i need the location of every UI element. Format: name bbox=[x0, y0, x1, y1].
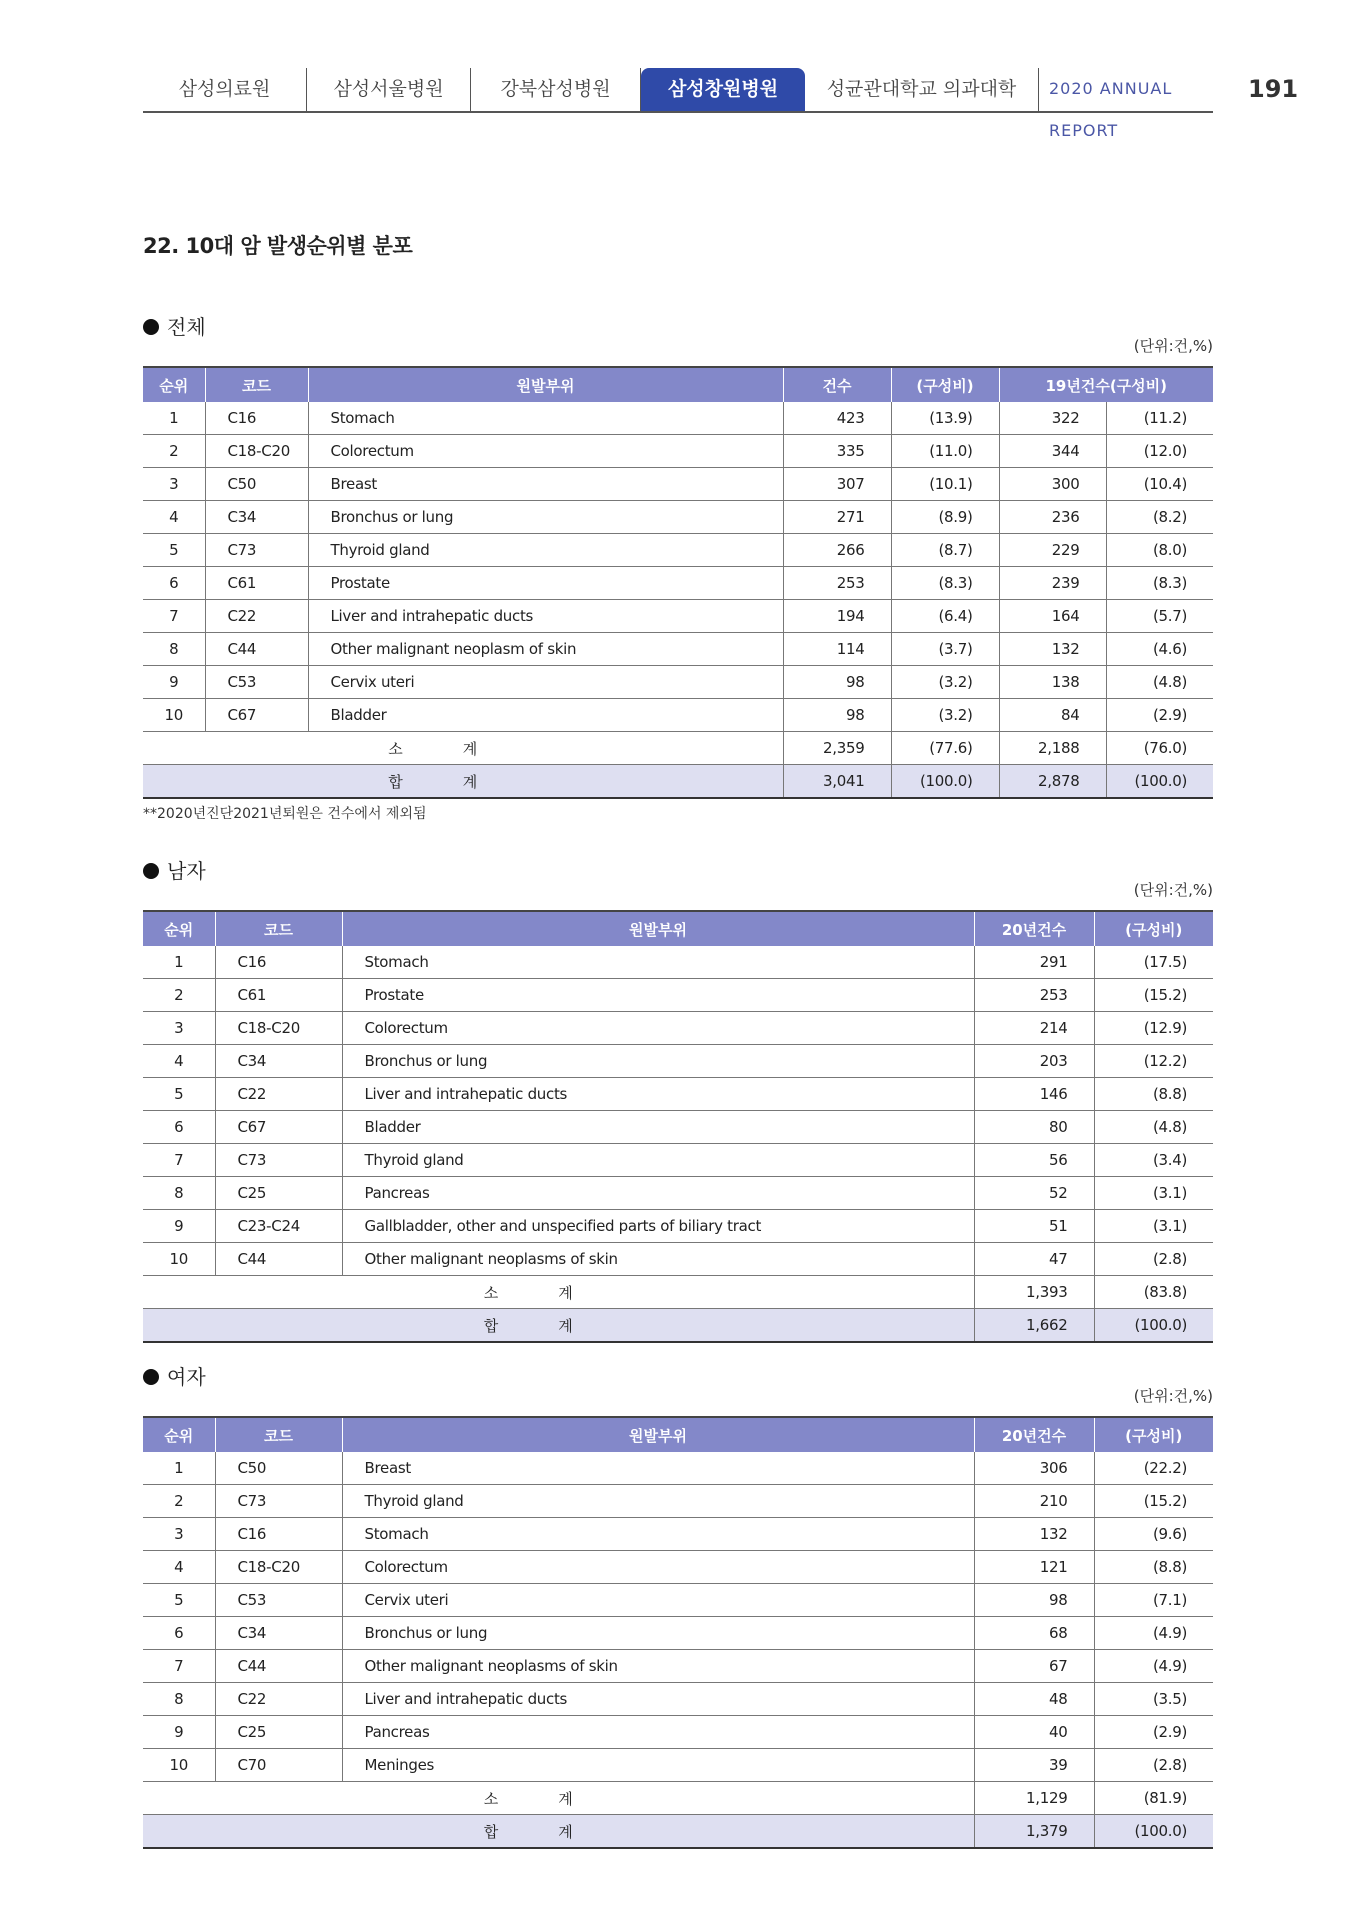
cell-ratio: (8.9) bbox=[891, 501, 999, 534]
bullet-icon bbox=[143, 319, 159, 335]
cell-code: C34 bbox=[205, 501, 308, 534]
tab-seoul-hospital[interactable]: 삼성서울병원 bbox=[307, 68, 471, 112]
subtotal-row-label-text: 소계 bbox=[388, 739, 538, 758]
cell-count: 194 bbox=[783, 600, 891, 633]
col-ratio: (구성비) bbox=[1094, 1417, 1213, 1452]
cell-site: Prostate bbox=[308, 567, 783, 600]
cell-rank: 4 bbox=[143, 501, 205, 534]
subtotal-row bbox=[143, 1782, 1213, 1815]
table-row bbox=[143, 1452, 1213, 1485]
subtotal-row-label bbox=[143, 1276, 974, 1309]
cell-code: C34 bbox=[215, 1617, 342, 1650]
cell-code: C23-C24 bbox=[215, 1210, 342, 1243]
cell-rank: 5 bbox=[143, 534, 205, 567]
cell-prev-ratio: (12.0) bbox=[1106, 435, 1213, 468]
table-row bbox=[143, 946, 1213, 979]
cell-count: 271 bbox=[783, 501, 891, 534]
cell-count: 80 bbox=[974, 1111, 1094, 1144]
table-row bbox=[143, 600, 1213, 633]
cell-rank: 7 bbox=[143, 1650, 215, 1683]
cell-code: C22 bbox=[215, 1683, 342, 1716]
subsection-female-label: 여자 bbox=[167, 1365, 206, 1389]
cell-ratio: (4.9) bbox=[1094, 1617, 1213, 1650]
cell-prev-ratio: (8.3) bbox=[1106, 567, 1213, 600]
cell-prev-ratio: (11.2) bbox=[1106, 402, 1213, 435]
cell-ratio: (100.0) bbox=[891, 765, 999, 799]
cell-site: Cervix uteri bbox=[308, 666, 783, 699]
cell-site: Bladder bbox=[342, 1111, 974, 1144]
cell-prev-ratio: (100.0) bbox=[1106, 765, 1213, 799]
total-row-label-text: 합계 bbox=[388, 772, 538, 791]
cell-count: 3,041 bbox=[783, 765, 891, 799]
cell-rank: 8 bbox=[143, 1683, 215, 1716]
bullet-icon bbox=[143, 863, 159, 879]
cell-ratio: (3.1) bbox=[1094, 1210, 1213, 1243]
cell-code: C18-C20 bbox=[205, 435, 308, 468]
table-row bbox=[143, 534, 1213, 567]
cell-ratio: (77.6) bbox=[891, 732, 999, 765]
table-row bbox=[143, 1749, 1213, 1782]
subsection-male-label: 남자 bbox=[167, 859, 206, 883]
cell-ratio: (7.1) bbox=[1094, 1584, 1213, 1617]
cell-ratio: (8.8) bbox=[1094, 1551, 1213, 1584]
table-row bbox=[143, 1683, 1213, 1716]
cell-count: 146 bbox=[974, 1078, 1094, 1111]
cell-prev-ratio: (10.4) bbox=[1106, 468, 1213, 501]
cell-code: C50 bbox=[205, 468, 308, 501]
cell-prev-ratio: (4.8) bbox=[1106, 666, 1213, 699]
total-row-label-text: 합계 bbox=[483, 1822, 633, 1841]
cell-count: 48 bbox=[974, 1683, 1094, 1716]
table-row bbox=[143, 666, 1213, 699]
cell-code: C50 bbox=[215, 1452, 342, 1485]
col-ratio: (구성비) bbox=[891, 367, 999, 402]
table-row bbox=[143, 402, 1213, 435]
cell-rank: 7 bbox=[143, 600, 205, 633]
cell-ratio: (3.5) bbox=[1094, 1683, 1213, 1716]
cell-count: 132 bbox=[974, 1518, 1094, 1551]
cell-count: 335 bbox=[783, 435, 891, 468]
total-row-label-text: 합계 bbox=[483, 1316, 633, 1335]
cell-count: 98 bbox=[783, 666, 891, 699]
cell-site: Breast bbox=[342, 1452, 974, 1485]
cell-prev-ratio: (4.6) bbox=[1106, 633, 1213, 666]
table-row bbox=[143, 1716, 1213, 1749]
cell-ratio: (3.4) bbox=[1094, 1144, 1213, 1177]
cell-ratio: (11.0) bbox=[891, 435, 999, 468]
total-row-label bbox=[143, 1309, 974, 1343]
cell-rank: 5 bbox=[143, 1584, 215, 1617]
cell-code: C53 bbox=[215, 1584, 342, 1617]
cell-site: Other malignant neoplasm of skin bbox=[308, 633, 783, 666]
cell-count: 307 bbox=[783, 468, 891, 501]
cell-rank: 2 bbox=[143, 1485, 215, 1518]
subsection-male-heading bbox=[143, 855, 206, 884]
cell-count: 1,379 bbox=[974, 1815, 1094, 1849]
tab-changwon-hospital[interactable]: 삼성창원병원 bbox=[641, 68, 805, 112]
cell-code: C25 bbox=[215, 1177, 342, 1210]
cell-count: 210 bbox=[974, 1485, 1094, 1518]
cell-site: Liver and intrahepatic ducts bbox=[308, 600, 783, 633]
cell-rank: 6 bbox=[143, 567, 205, 600]
cell-prev-ratio: (5.7) bbox=[1106, 600, 1213, 633]
cell-rank: 9 bbox=[143, 666, 205, 699]
cell-prev-ratio: (76.0) bbox=[1106, 732, 1213, 765]
subsection-all-heading bbox=[143, 311, 206, 340]
cell-site: Other malignant neoplasms of skin bbox=[342, 1650, 974, 1683]
col-rank: 순위 bbox=[143, 367, 205, 402]
table-row bbox=[143, 1551, 1213, 1584]
table-row bbox=[143, 1584, 1213, 1617]
total-row-label bbox=[143, 765, 783, 799]
cell-site: Pancreas bbox=[342, 1177, 974, 1210]
cell-prev-ratio: (2.9) bbox=[1106, 699, 1213, 732]
cell-ratio: (3.2) bbox=[891, 666, 999, 699]
cell-ratio: (2.9) bbox=[1094, 1716, 1213, 1749]
table-row bbox=[143, 1177, 1213, 1210]
cell-ratio: (3.2) bbox=[891, 699, 999, 732]
cell-prev-count: 2,878 bbox=[999, 765, 1106, 799]
table-female bbox=[143, 1416, 1213, 1849]
cell-code: C61 bbox=[205, 567, 308, 600]
cell-code: C44 bbox=[205, 633, 308, 666]
cell-rank: 1 bbox=[143, 402, 205, 435]
cell-site: Bronchus or lung bbox=[308, 501, 783, 534]
table-row bbox=[143, 435, 1213, 468]
table-row bbox=[143, 699, 1213, 732]
cell-rank: 4 bbox=[143, 1045, 215, 1078]
cell-code: C61 bbox=[215, 979, 342, 1012]
col-code: 코드 bbox=[215, 911, 342, 946]
cell-code: C16 bbox=[215, 1518, 342, 1551]
cell-count: 291 bbox=[974, 946, 1094, 979]
cell-code: C44 bbox=[215, 1243, 342, 1276]
table-row bbox=[143, 1518, 1213, 1551]
cell-ratio: (22.2) bbox=[1094, 1452, 1213, 1485]
cell-site: Gallbladder, other and unspecified parts of biliary tract bbox=[342, 1210, 974, 1243]
cell-code: C67 bbox=[205, 699, 308, 732]
page-header bbox=[143, 68, 1213, 140]
cell-count: 423 bbox=[783, 402, 891, 435]
unit-label: (단위:건,%) bbox=[1133, 881, 1213, 899]
total-row bbox=[143, 1815, 1213, 1849]
cell-rank: 10 bbox=[143, 1749, 215, 1782]
cell-rank: 4 bbox=[143, 1551, 215, 1584]
cell-count: 40 bbox=[974, 1716, 1094, 1749]
col-code: 코드 bbox=[215, 1417, 342, 1452]
cell-site: Bronchus or lung bbox=[342, 1045, 974, 1078]
cell-rank: 10 bbox=[143, 1243, 215, 1276]
cell-site: Liver and intrahepatic ducts bbox=[342, 1078, 974, 1111]
cell-ratio: (13.9) bbox=[891, 402, 999, 435]
subtotal-row-label bbox=[143, 1782, 974, 1815]
subtotal-row-label-text: 소계 bbox=[483, 1789, 633, 1808]
cell-ratio: (4.9) bbox=[1094, 1650, 1213, 1683]
col-code: 코드 bbox=[205, 367, 308, 402]
cell-code: C34 bbox=[215, 1045, 342, 1078]
cell-rank: 3 bbox=[143, 468, 205, 501]
tab-medical-school[interactable]: 성균관대학교 의과대학 bbox=[826, 78, 1017, 100]
table-row bbox=[143, 1243, 1213, 1276]
cell-ratio: (100.0) bbox=[1094, 1309, 1213, 1343]
subtotal-row bbox=[143, 732, 1213, 765]
cell-code: C67 bbox=[215, 1111, 342, 1144]
cell-count: 253 bbox=[783, 567, 891, 600]
table-row bbox=[143, 633, 1213, 666]
cell-rank: 10 bbox=[143, 699, 205, 732]
table-male bbox=[143, 910, 1213, 1343]
cell-prev-count: 236 bbox=[999, 501, 1106, 534]
subtotal-row-label-text: 소계 bbox=[483, 1283, 633, 1302]
subsection-all-label: 전체 bbox=[167, 315, 206, 339]
cell-count: 266 bbox=[783, 534, 891, 567]
cell-rank: 5 bbox=[143, 1078, 215, 1111]
cell-ratio: (12.9) bbox=[1094, 1012, 1213, 1045]
cell-code: C22 bbox=[215, 1078, 342, 1111]
cell-ratio: (9.6) bbox=[1094, 1518, 1213, 1551]
col-site: 원발부위 bbox=[308, 367, 783, 402]
cell-count: 67 bbox=[974, 1650, 1094, 1683]
cell-ratio: (81.9) bbox=[1094, 1782, 1213, 1815]
cell-ratio: (2.8) bbox=[1094, 1749, 1213, 1782]
table-all bbox=[143, 366, 1213, 799]
cell-code: C25 bbox=[215, 1716, 342, 1749]
cell-site: Colorectum bbox=[308, 435, 783, 468]
col-ratio: (구성비) bbox=[1094, 911, 1213, 946]
cell-code: C22 bbox=[205, 600, 308, 633]
table-row bbox=[143, 567, 1213, 600]
cell-site: Colorectum bbox=[342, 1551, 974, 1584]
cell-rank: 6 bbox=[143, 1111, 215, 1144]
cell-site: Breast bbox=[308, 468, 783, 501]
cell-ratio: (3.1) bbox=[1094, 1177, 1213, 1210]
cell-count: 114 bbox=[783, 633, 891, 666]
cell-prev-count: 300 bbox=[999, 468, 1106, 501]
cell-prev-count: 84 bbox=[999, 699, 1106, 732]
cell-rank: 7 bbox=[143, 1144, 215, 1177]
cell-site: Stomach bbox=[342, 946, 974, 979]
cell-rank: 3 bbox=[143, 1012, 215, 1045]
table-row bbox=[143, 1210, 1213, 1243]
cell-ratio: (15.2) bbox=[1094, 979, 1213, 1012]
cell-count: 253 bbox=[974, 979, 1094, 1012]
cell-code: C73 bbox=[215, 1485, 342, 1518]
cell-count: 52 bbox=[974, 1177, 1094, 1210]
cell-ratio: (12.2) bbox=[1094, 1045, 1213, 1078]
total-row bbox=[143, 1309, 1213, 1343]
cell-count: 1,129 bbox=[974, 1782, 1094, 1815]
unit-label: (단위:건,%) bbox=[1133, 337, 1213, 355]
col-count: 20년건수 bbox=[974, 911, 1094, 946]
cell-rank: 1 bbox=[143, 946, 215, 979]
cell-count: 214 bbox=[974, 1012, 1094, 1045]
cell-code: C53 bbox=[205, 666, 308, 699]
col-count: 건수 bbox=[783, 367, 891, 402]
col-site: 원발부위 bbox=[342, 911, 974, 946]
cell-prev-count: 138 bbox=[999, 666, 1106, 699]
cell-rank: 3 bbox=[143, 1518, 215, 1551]
cell-rank: 2 bbox=[143, 435, 205, 468]
section-title: 22. 10대 암 발생순위별 분포 bbox=[143, 234, 413, 258]
cell-ratio: (2.8) bbox=[1094, 1243, 1213, 1276]
cell-count: 98 bbox=[974, 1584, 1094, 1617]
cell-prev-count: 322 bbox=[999, 402, 1106, 435]
col-site: 원발부위 bbox=[342, 1417, 974, 1452]
cell-count: 203 bbox=[974, 1045, 1094, 1078]
subsection-female-heading bbox=[143, 1361, 206, 1390]
col-count: 20년건수 bbox=[974, 1417, 1094, 1452]
cell-prev-count: 2,188 bbox=[999, 732, 1106, 765]
cell-count: 56 bbox=[974, 1144, 1094, 1177]
cell-ratio: (4.8) bbox=[1094, 1111, 1213, 1144]
cell-site: Pancreas bbox=[342, 1716, 974, 1749]
cell-prev-ratio: (8.0) bbox=[1106, 534, 1213, 567]
col-rank: 순위 bbox=[143, 911, 215, 946]
tab-medical-center[interactable]: 삼성의료원 bbox=[143, 68, 307, 112]
cell-code: C70 bbox=[215, 1749, 342, 1782]
cell-ratio: (17.5) bbox=[1094, 946, 1213, 979]
table-row bbox=[143, 1045, 1213, 1078]
table-row bbox=[143, 1078, 1213, 1111]
report-title: 2020 ANNUAL REPORT bbox=[1038, 68, 1228, 112]
table-row bbox=[143, 1485, 1213, 1518]
cell-prev-count: 344 bbox=[999, 435, 1106, 468]
cell-ratio: (8.8) bbox=[1094, 1078, 1213, 1111]
cell-rank: 8 bbox=[143, 633, 205, 666]
total-row bbox=[143, 765, 1213, 799]
cell-site: Cervix uteri bbox=[342, 1584, 974, 1617]
cell-code: C18-C20 bbox=[215, 1551, 342, 1584]
cell-site: Thyroid gland bbox=[342, 1144, 974, 1177]
total-row-label bbox=[143, 1815, 974, 1849]
cell-site: Stomach bbox=[342, 1518, 974, 1551]
cell-count: 121 bbox=[974, 1551, 1094, 1584]
table-row bbox=[143, 1650, 1213, 1683]
cell-site: Bronchus or lung bbox=[342, 1617, 974, 1650]
subtotal-row bbox=[143, 1276, 1213, 1309]
footnote: **2020년진단2021년퇴원은 건수에서 제외됨 bbox=[143, 806, 427, 822]
cell-count: 1,393 bbox=[974, 1276, 1094, 1309]
col-rank: 순위 bbox=[143, 1417, 215, 1452]
cell-prev-ratio: (8.2) bbox=[1106, 501, 1213, 534]
table-row bbox=[143, 1111, 1213, 1144]
cell-rank: 8 bbox=[143, 1177, 215, 1210]
cell-code: C18-C20 bbox=[215, 1012, 342, 1045]
cell-count: 39 bbox=[974, 1749, 1094, 1782]
cell-ratio: (8.3) bbox=[891, 567, 999, 600]
cell-count: 47 bbox=[974, 1243, 1094, 1276]
cell-count: 306 bbox=[974, 1452, 1094, 1485]
subtotal-row-label bbox=[143, 732, 783, 765]
cell-prev-count: 132 bbox=[999, 633, 1106, 666]
cell-count: 68 bbox=[974, 1617, 1094, 1650]
cell-code: C73 bbox=[205, 534, 308, 567]
table-row bbox=[143, 1012, 1213, 1045]
cell-count: 51 bbox=[974, 1210, 1094, 1243]
table-row bbox=[143, 1144, 1213, 1177]
cell-ratio: (10.1) bbox=[891, 468, 999, 501]
tab-kangbuk-hospital[interactable]: 강북삼성병원 bbox=[471, 68, 641, 112]
cell-rank: 1 bbox=[143, 1452, 215, 1485]
cell-prev-count: 239 bbox=[999, 567, 1106, 600]
cell-prev-count: 229 bbox=[999, 534, 1106, 567]
unit-label: (단위:건,%) bbox=[1133, 1387, 1213, 1405]
cell-ratio: (83.8) bbox=[1094, 1276, 1213, 1309]
cell-rank: 9 bbox=[143, 1716, 215, 1749]
cell-code: C16 bbox=[215, 946, 342, 979]
cell-rank: 2 bbox=[143, 979, 215, 1012]
col-prev-count: 19년건수(구성비) bbox=[999, 367, 1213, 402]
cell-code: C44 bbox=[215, 1650, 342, 1683]
cell-site: Other malignant neoplasms of skin bbox=[342, 1243, 974, 1276]
header-rule bbox=[143, 111, 1213, 113]
cell-count: 98 bbox=[783, 699, 891, 732]
cell-site: Thyroid gland bbox=[308, 534, 783, 567]
cell-prev-count: 164 bbox=[999, 600, 1106, 633]
cell-code: C16 bbox=[205, 402, 308, 435]
cell-site: Liver and intrahepatic ducts bbox=[342, 1683, 974, 1716]
cell-site: Stomach bbox=[308, 402, 783, 435]
cell-ratio: (15.2) bbox=[1094, 1485, 1213, 1518]
table-row bbox=[143, 979, 1213, 1012]
hospital-tabs bbox=[143, 68, 1038, 112]
cell-code: C73 bbox=[215, 1144, 342, 1177]
cell-ratio: (100.0) bbox=[1094, 1815, 1213, 1849]
page-number: 191 bbox=[1248, 75, 1299, 103]
cell-site: Meninges bbox=[342, 1749, 974, 1782]
table-row bbox=[143, 468, 1213, 501]
cell-count: 1,662 bbox=[974, 1309, 1094, 1343]
cell-site: Thyroid gland bbox=[342, 1485, 974, 1518]
bullet-icon bbox=[143, 1369, 159, 1385]
cell-site: Prostate bbox=[342, 979, 974, 1012]
cell-ratio: (8.7) bbox=[891, 534, 999, 567]
cell-rank: 9 bbox=[143, 1210, 215, 1243]
cell-site: Bladder bbox=[308, 699, 783, 732]
table-row bbox=[143, 1617, 1213, 1650]
table-row bbox=[143, 501, 1213, 534]
cell-rank: 6 bbox=[143, 1617, 215, 1650]
cell-ratio: (6.4) bbox=[891, 600, 999, 633]
cell-count: 2,359 bbox=[783, 732, 891, 765]
cell-ratio: (3.7) bbox=[891, 633, 999, 666]
cell-site: Colorectum bbox=[342, 1012, 974, 1045]
